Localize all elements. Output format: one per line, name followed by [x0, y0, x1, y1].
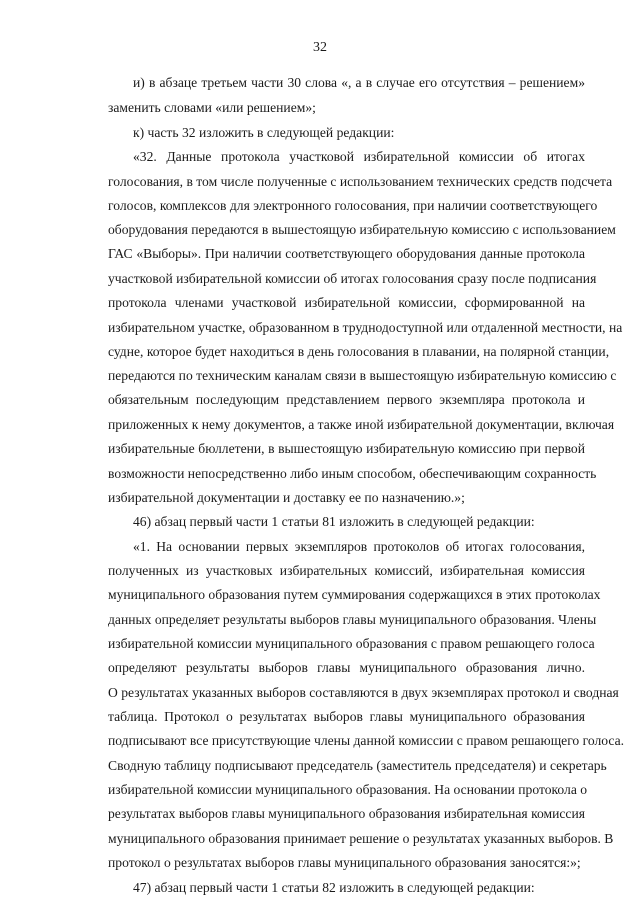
page-number: 32: [313, 40, 327, 55]
text-line: обязательным последующим представлением первого экземпляра протокола и: [108, 392, 585, 407]
text-line: избирательной комиссии муниципального образования. На основании протокола о: [108, 782, 588, 797]
text-line: заменить словами «или решением»;: [108, 100, 316, 115]
text-line: Сводную таблицу подписывают председатель (заместитель председателя) и секретарь: [108, 758, 607, 773]
text-line: «1. На основании первых экземпляров протоколов об итогах голосования,: [133, 539, 585, 554]
text-line: 47) абзац первый части 1 статьи 82 изложить в следующей редакции:: [133, 880, 535, 895]
text-line: к) часть 32 изложить в следующей редакции:: [133, 125, 395, 140]
text-line: результатах выборов главы муниципального образования избирательная комиссия: [108, 806, 585, 821]
text-line: подписывают все присутствующие члены данной комиссии с правом решающего голоса.: [108, 733, 625, 748]
text-line: оборудования передаются в вышестоящую избирательную комиссию с использованием: [108, 222, 616, 237]
text-line: 46) абзац первый части 1 статьи 81 изложить в следующей редакции:: [133, 514, 535, 529]
text-line: полученных из участковых избирательных комиссий, избирательная комиссия: [108, 563, 585, 578]
text-line: участковой избирательной комиссии об итогах голосования сразу после подписания: [108, 271, 597, 286]
text-line: протокол о результатах выборов главы муниципального образования заносятся:»;: [108, 855, 581, 870]
text-line: муниципального образования принимает решение о результатах указанных выборов. В: [108, 831, 614, 846]
text-line: возможности непосредственно либо иным способом, обеспечивающим сохранность: [108, 466, 597, 481]
text-line: судне, которое будет находиться в день голосования в плавании, на полярной станции,: [108, 344, 610, 359]
text-line: избирательной документации и доставку ее по назначению.»;: [108, 490, 465, 505]
text-line: избирательной комиссии муниципального образования с правом решающего голоса: [108, 636, 595, 651]
text-line: таблица. Протокол о результатах выборов главы муниципального образования: [108, 709, 585, 724]
text-line: голосования, в том числе полученные с использованием технических средств подсчета: [108, 174, 613, 189]
text-line: передаются по техническим каналам связи в вышестоящую избирательную комиссию с: [108, 368, 617, 383]
text-line: ГАС «Выборы». При наличии соответствующего оборудования данные протокола: [108, 246, 585, 261]
text-line: голосов, комплексов для электронного голосования, при наличии соответствующего: [108, 198, 598, 213]
text-line: избирательные бюллетени, в вышестоящую избирательную комиссию при первой: [108, 441, 585, 456]
text-line: муниципального образования путем суммирования содержащихся в этих протоколах: [108, 587, 601, 602]
text-line: данных определяет результаты выборов главы муниципального образования. Члены: [108, 612, 597, 627]
text-line: О результатах указанных выборов составляются в двух экземплярах протокол и сводная: [108, 685, 619, 700]
text-line: приложенных к нему документов, а также иной избирательной документации, включая: [108, 417, 615, 432]
text-line: «32. Данные протокола участковой избирательной комиссии об итогах: [133, 149, 585, 164]
text-line: и) в абзаце третьем части 30 слова «, а в случае его отсутствия – решением»: [133, 75, 585, 90]
text-line: определяют результаты выборов главы муниципального образования лично.: [108, 660, 585, 675]
text-line: протокола членами участковой избирательной комиссии, сформированной на: [108, 295, 585, 310]
text-line: избирательном участке, образованном в труднодоступной или отдаленной местности, на: [108, 320, 623, 335]
